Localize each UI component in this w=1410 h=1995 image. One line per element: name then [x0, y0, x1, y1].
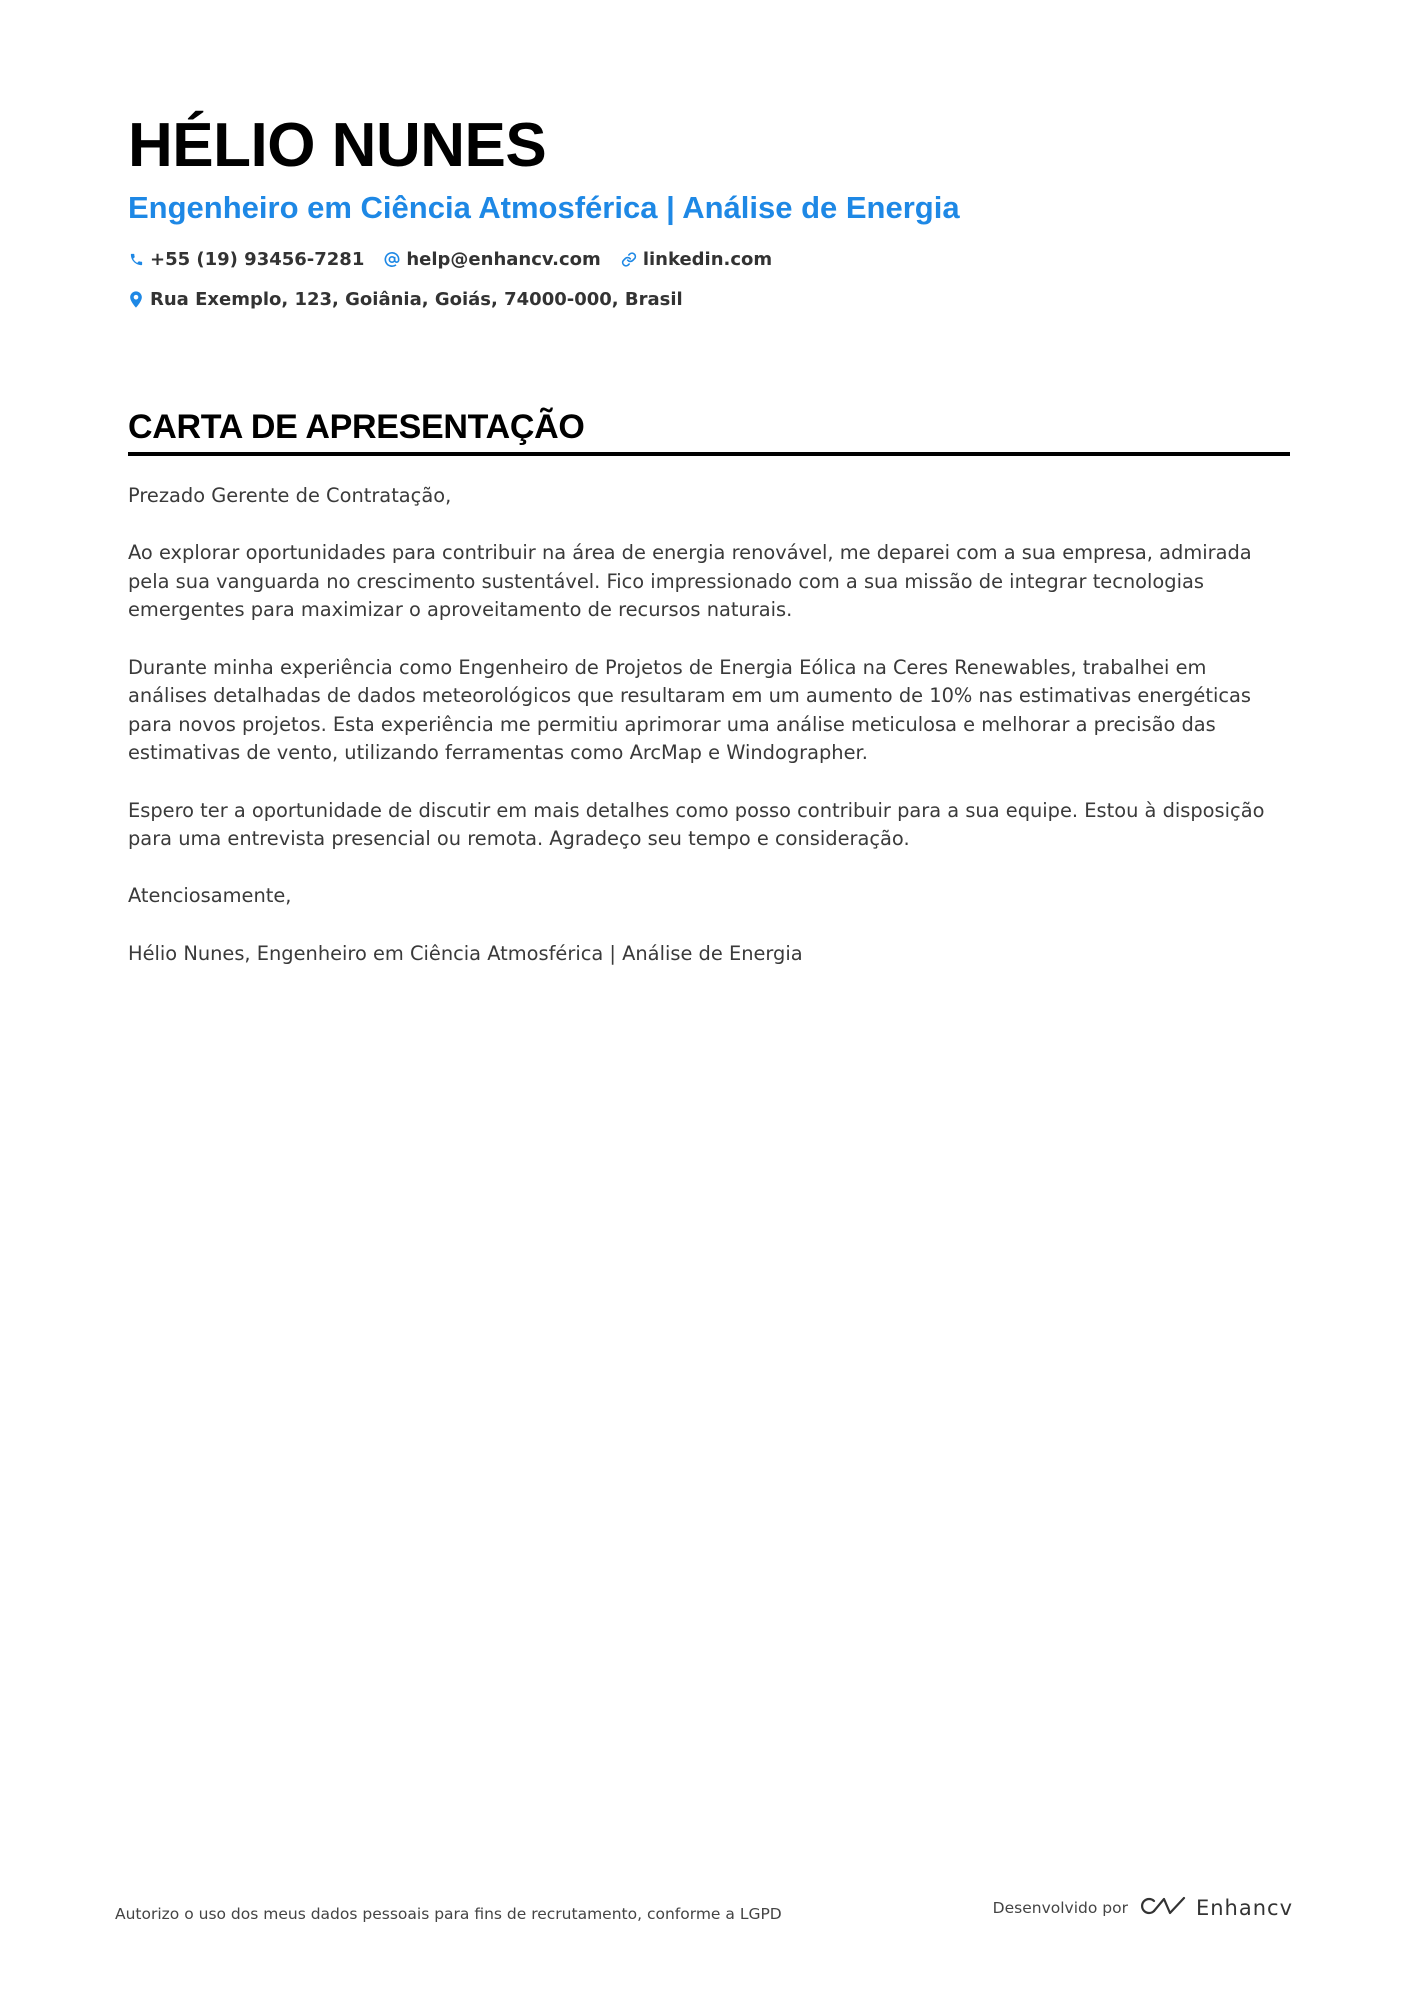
- enhancv-brand[interactable]: [1140, 1894, 1293, 1922]
- page-footer: [115, 1890, 1293, 1926]
- candidate-role: Engenheiro em Ciência Atmosférica | Análise de Energia: [128, 190, 960, 225]
- contact-email[interactable]: [384, 249, 600, 270]
- linkedin-text[interactable]: linkedin.com: [642, 248, 773, 270]
- phone-text: +55 (19) 93456-7281: [150, 248, 365, 270]
- letter-paragraph: Ao explorar oportunidades para contribuir na área de energia renovável, me deparei com a sua empresa, admirada pela sua vanguarda no crescimento sustentável. Fico impressionado com a sua missão de integrar tecnologias emergentes para maximizar o aproveitamento de recursos naturais.: [128, 541, 1252, 622]
- cover-letter-section: [128, 406, 1290, 997]
- phone-icon: [128, 250, 144, 268]
- letter-greeting: Prezado Gerente de Contratação,: [128, 484, 452, 507]
- contact-row: [128, 246, 1288, 272]
- resume-header: [128, 108, 1288, 312]
- enhancv-logo-icon: [1140, 1894, 1186, 1922]
- powered-by[interactable]: [993, 1894, 1293, 1922]
- candidate-name: HÉLIO NUNES: [128, 111, 547, 180]
- email-text[interactable]: help@enhancv.com: [406, 248, 601, 270]
- letter-body: [128, 482, 1290, 968]
- location-pin-icon: [128, 290, 144, 308]
- brand-name[interactable]: Enhancv: [1195, 1896, 1293, 1920]
- section-divider: [128, 452, 1290, 456]
- link-icon: [621, 250, 637, 268]
- contact-linkedin[interactable]: [621, 249, 772, 270]
- letter-paragraph: Espero ter a oportunidade de discutir em mais detalhes como posso contribuir para a sua equipe. Estou à disposição para uma entrevista presencial ou remota. Agradeço seu tempo e consideração.: [128, 798, 1265, 851]
- letter-signature: Hélio Nunes, Engenheiro em Ciência Atmosférica | Análise de Energia: [128, 941, 803, 965]
- contact-phone: [128, 249, 364, 270]
- contact-address: [128, 289, 683, 310]
- at-icon: [384, 250, 400, 268]
- letter-paragraph: Durante minha experiência como Engenheiro de Projetos de Energia Eólica na Ceres Renewables, trabalhei em análises detalhadas de dados meteorológicos que resultaram em um aumento de 10% nas estimativas energéticas para novos projetos. Esta experiência me permitiu aprimorar uma análise meticulosa e melhorar a precisão das estimativas de vento, utilizando ferramentas como ArcMap e Windographer.: [128, 655, 1251, 765]
- powered-by-label: Desenvolvido por: [992, 1899, 1128, 1917]
- lgpd-consent: Autorizo o uso dos meus dados pessoais para fins de recrutamento, conforme a LGPD: [115, 1905, 782, 1923]
- section-title: CARTA DE APRESENTAÇÃO: [128, 408, 585, 446]
- letter-closing: Atenciosamente,: [128, 884, 292, 908]
- address-text: Rua Exemplo, 123, Goiânia, Goiás, 74000-000, Brasil: [150, 288, 683, 310]
- address-row: [128, 286, 1288, 312]
